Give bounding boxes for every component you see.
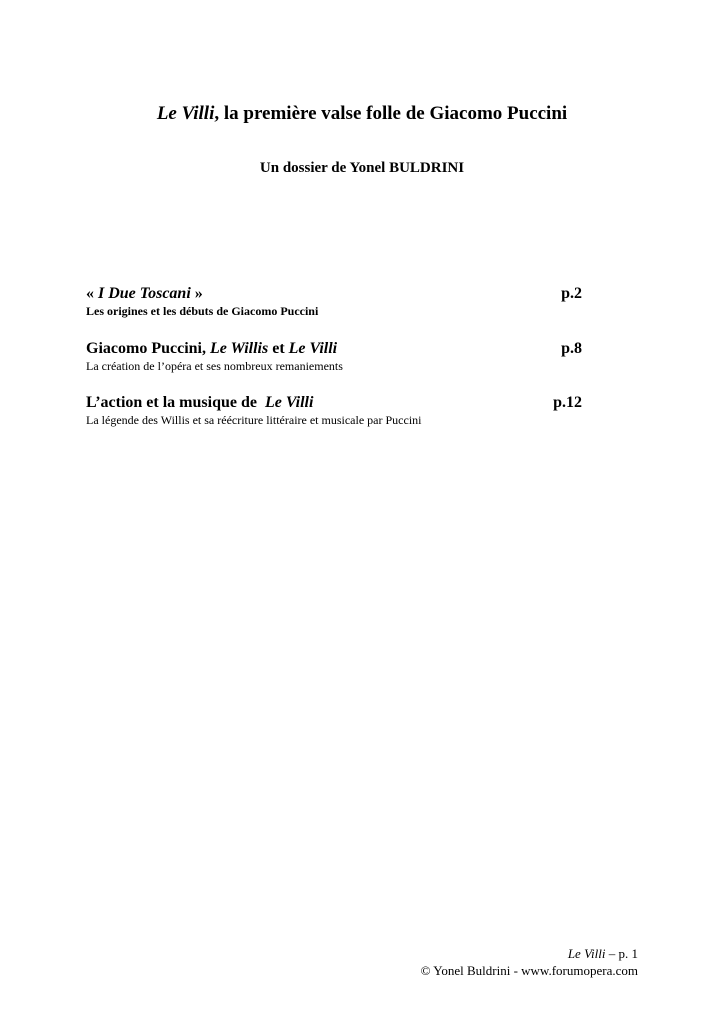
document-subtitle: Un dossier de Yonel BULDRINI [259, 160, 465, 176]
toc-entry-prefix: L’action et la musique de [86, 394, 265, 411]
toc-entry-heading [86, 284, 596, 304]
document-title [0, 103, 724, 125]
footer-copyright: © Yonel Buldrini - www.forumopera.com [420, 963, 638, 978]
footer-page-number: – p. 1 [605, 946, 638, 961]
toc-entry-description: La légende des Willis et sa réécriture littéraire et musicale par Puccini [86, 413, 422, 427]
toc-entry-title-2: Le Villi [288, 340, 338, 357]
toc-entry-heading [86, 339, 596, 359]
toc-entry-title: Le Willis [209, 340, 269, 357]
toc-entry-description: Les origines et les débuts de Giacomo Puccini [86, 304, 319, 318]
footer-page-label [568, 946, 638, 962]
toc-entry-heading [86, 393, 596, 413]
toc-entry-2[interactable] [86, 339, 596, 374]
title-opera-name: Le Villi [156, 103, 215, 124]
title-rest: , la première valse folle de Giacomo Puccini [214, 103, 568, 124]
toc-entry-middle: et [268, 340, 289, 357]
toc-entry-suffix: » [190, 285, 203, 302]
toc-entry-page: p.8 [561, 340, 582, 357]
toc-entry-title: I Due Toscani [98, 285, 191, 302]
toc-entry-description: La création de l’opéra et ses nombreux remaniements [86, 359, 343, 373]
footer-title: Le Villi [567, 946, 606, 961]
toc-entry-title: Le Villi [264, 394, 314, 411]
toc-entry-prefix: Giacomo Puccini, [86, 340, 210, 357]
toc-entry-1[interactable] [86, 284, 596, 319]
toc-entry-prefix: « [86, 285, 98, 302]
toc-entry-page: p.12 [553, 394, 582, 411]
toc-entry-page: p.2 [561, 285, 582, 302]
toc-entry-3[interactable] [86, 393, 596, 428]
